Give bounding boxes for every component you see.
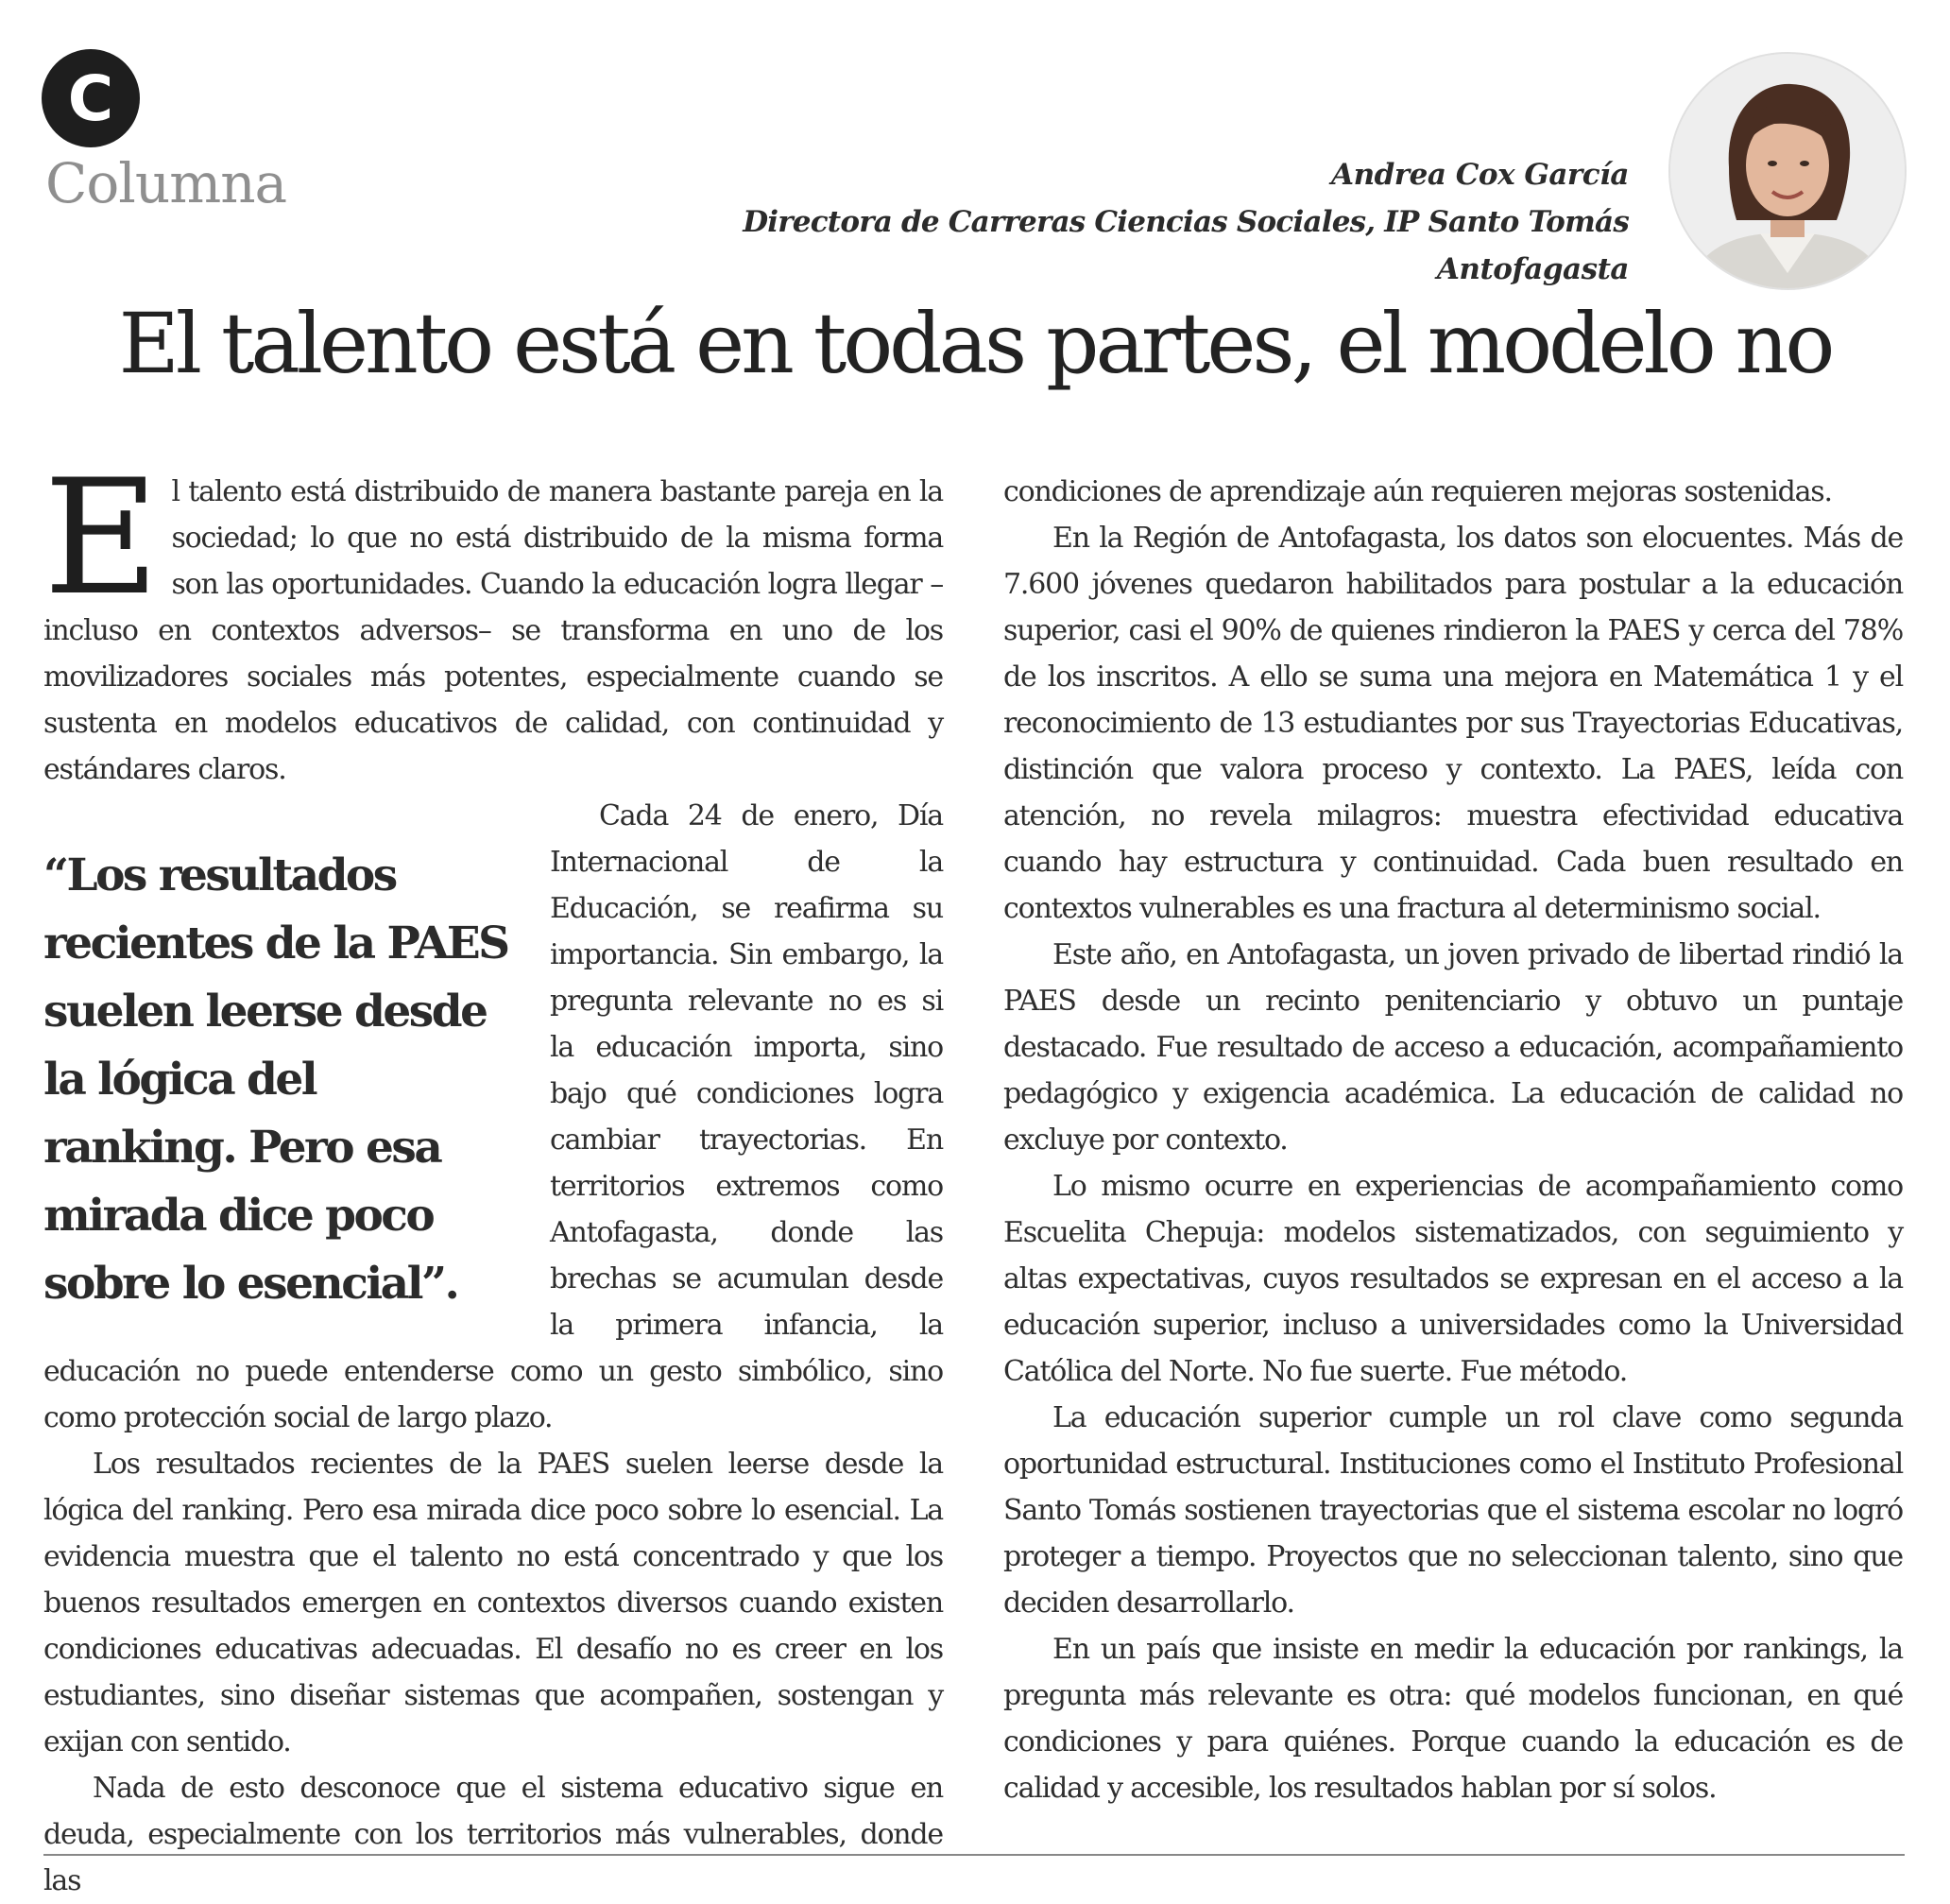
article-column-right (1003, 469, 1903, 1811)
author-city: Antofagasta (1436, 252, 1629, 286)
section-badge-letter: C (67, 61, 114, 135)
bottom-divider (43, 1854, 1905, 1856)
article-paragraph: Este año, en Antofagasta, un joven privado de libertad rindió la PAES desde un recinto penitenciario y obtuvo un puntaje destacado. Fue resultado de acceso a educación, acompañamiento pedagógico y exigencia académica. La educación de calidad no excluye por contexto. (1003, 938, 1903, 1157)
article-paragraph: Nada de esto desconoce que el sistema educativo sigue en deuda, especialmente con los territorios más vulnerables, donde las (43, 1772, 943, 1897)
author-name: Andrea Cox García (1331, 158, 1629, 192)
section-badge (42, 49, 140, 147)
article-column-left (43, 445, 943, 1904)
article-paragraph: En la Región de Antofagasta, los datos son elocuentes. Más de 7.600 jóvenes quedaron habilitados para postular a la educación superior, casi el 90% de quienes rindieron la PAES y cerca del 78% de los inscritos. A ello se suma una mejora en Matemática 1 y el reconocimiento de 13 estudiantes por sus Trayectorias Educativas, distinción que valora proceso y contexto. La PAES, leída con atención, no revela milagros: muestra efectividad educativa cuando hay estructura y continuidad. Cada buen resultado en contextos vulnerables es una fractura al determinismo social. (1003, 522, 1903, 925)
article-paragraph: condiciones de aprendizaje aún requieren mejoras sostenidas. (1003, 475, 1832, 508)
section-label: Columna (45, 151, 287, 215)
dropcap: E (43, 445, 159, 630)
author-photo (1668, 52, 1907, 290)
article-paragraph (43, 445, 943, 793)
article-paragraph: La educación superior cumple un rol clave como segunda oportunidad estructural. Instituciones como el Instituto Profesional Santo Tomás sostienen trayectorias que el sistema escolar no logró proteger a tiempo. Proyectos que no seleccionan talento, sino que deciden desarrollarlo. (1003, 1401, 1903, 1620)
author-portrait-image (1670, 54, 1905, 288)
pull-quote: “Los resultados recientes de la PAES suelen leerse desde la lógica del ranking. Pero esa mirada dice poco sobre lo esencial”. (43, 849, 508, 1310)
headline: El talento está en todas partes, el modelo no (118, 295, 1832, 392)
article-paragraph: Los resultados recientes de la PAES suelen leerse desde la lógica del ranking. Pero esa mirada dice poco sobre lo esencial. La evidencia muestra que el talento no está concentrado y que los buenos resultados emergen en contextos diversos cuando existen condiciones educativas adecuadas. El desafío no es creer en los estudiantes, sino diseñar sistemas que acompañen, sostengan y exijan con sentido. (43, 1448, 943, 1758)
paragraph-text: l talento está distribuido de manera bastante pareja en la sociedad; lo que no está distribuido de la misma forma son las oportunidades. Cuando la educación logra llegar –incluso en contextos adversos– se transforma en uno de los movilizadores sociales más potentes, especialmente cuando se sustenta en modelos educativos de calidad, con continuidad y estándares claros. (43, 475, 943, 786)
article-paragraph: Lo mismo ocurre en experiencias de acompañamiento como Escuelita Chepuja: modelos sistematizados, con seguimiento y altas expectativas, cuyos resultados se expresan en el acceso a la educación superior, incluso a universidades como la Universidad Católica del Norte. No fue suerte. Fue método. (1003, 1170, 1903, 1388)
article-paragraph: En un país que insiste en medir la educación por rankings, la pregunta más relevante es otra: qué modelos funcionan, en qué condiciones y para quiénes. Porque cuando la educación es de calidad y accesible, los resultados hablan por sí solos. (1003, 1633, 1903, 1805)
author-role: Directora de Carreras Ciencias Sociales, IP Santo Tomás (743, 205, 1629, 239)
article-paragraph: Cada 24 de enero, Día Internacional de la Educación, se reafirma su importancia. Sin embargo, la pregunta relevante no es si la educación importa, sino bajo qué condiciones logra cambiar trayectorias. En territorios extremos como Antofagasta, donde las brechas se acumulan desde la primera infancia, la educación no puede entenderse como un gesto simbólico, sino como protección social de largo plazo. (43, 799, 943, 1434)
author-byline (684, 151, 1629, 293)
